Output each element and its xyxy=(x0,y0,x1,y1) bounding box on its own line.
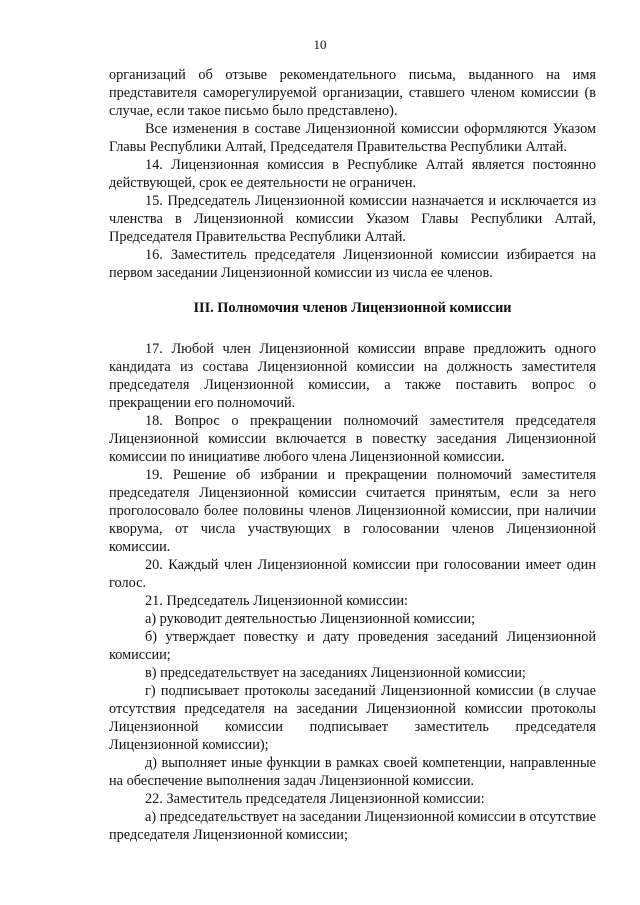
paragraph-item-18: 18. Вопрос о прекращении полномочий заместителя председателя Лицензионной комиссии включается в повестку заседания Лицензионной комиссии по инициативе любого члена Лицензионной комиссии. xyxy=(109,413,596,465)
page-number: 10 xyxy=(313,37,327,52)
paragraph-item-17: 17. Любой член Лицензионной комиссии вправе предложить одного кандидата из состава Лицензионной комиссии на должность заместителя председателя Лицензионной комиссии, а также поставить вопрос о прекращении его полномочий. xyxy=(109,341,596,411)
subitem-21-b: б) утверждает повестку и дату проведения заседаний Лицензионной комиссии; xyxy=(109,629,596,663)
section-heading: III. Полномочия членов Лицензионной комиссии xyxy=(193,300,512,316)
paragraph-item-16: 16. Заместитель председателя Лицензионной комиссии избирается на первом заседании Лицензионной комиссии из числа ее членов. xyxy=(109,247,596,281)
paragraph-item-21: 21. Председатель Лицензионной комиссии: xyxy=(145,593,408,609)
paragraph-item-22: 22. Заместитель председателя Лицензионной комиссии: xyxy=(145,791,485,807)
document-body xyxy=(109,66,596,844)
paragraph-item-20: 20. Каждый член Лицензионной комиссии при голосовании имеет один голос. xyxy=(109,557,596,591)
subitem-21-a: а) руководит деятельностью Лицензионной комиссии; xyxy=(145,611,476,627)
subitem-21-v: в) председательствует на заседаниях Лицензионной комиссии; xyxy=(145,665,526,681)
subitem-21-g: г) подписывает протоколы заседаний Лицензионной комиссии (в случае отсутствия председателя на заседании Лицензионной комиссии протоколы Лицензионной комиссии подписывает заместитель председателя Лицензионной комиссии); xyxy=(109,683,596,753)
paragraph: организаций об отзыве рекомендательного письма, выданного на имя представителя саморегулируемой организации, ставшего членом комиссии (в случае, если такое письмо было представлено). xyxy=(109,67,596,119)
subitem-22-a: а) председательствует на заседании Лицензионной комиссии в отсутствие председателя Лицензионной комиссии; xyxy=(109,809,596,843)
paragraph-item-14: 14. Лицензионная комиссия в Республике Алтай является постоянно действующей, срок ее деятельности не ограничен. xyxy=(109,157,596,191)
paragraph: Все изменения в составе Лицензионной комиссии оформляются Указом Главы Республики Алтай, Председателя Правительства Республики Алтай. xyxy=(109,121,596,155)
paragraph-item-15: 15. Председатель Лицензионной комиссии назначается и исключается из членства в Лицензионной комиссии Указом Главы Республики Алтай, Председателя Правительства Республики Алтай. xyxy=(109,193,596,245)
paragraph-item-19: 19. Решение об избрании и прекращении полномочий заместителя председателя Лицензионной комиссии считается принятым, если за него проголосовало более половины членов Лицензионной комиссии, при наличии кворума, от числа участвующих в голосовании членов Лицензионной комиссии. xyxy=(109,467,596,555)
subitem-21-d: д) выполняет иные функции в рамках своей компетенции, направленные на обеспечение выполнения задач Лицензионной комиссии. xyxy=(109,755,596,789)
